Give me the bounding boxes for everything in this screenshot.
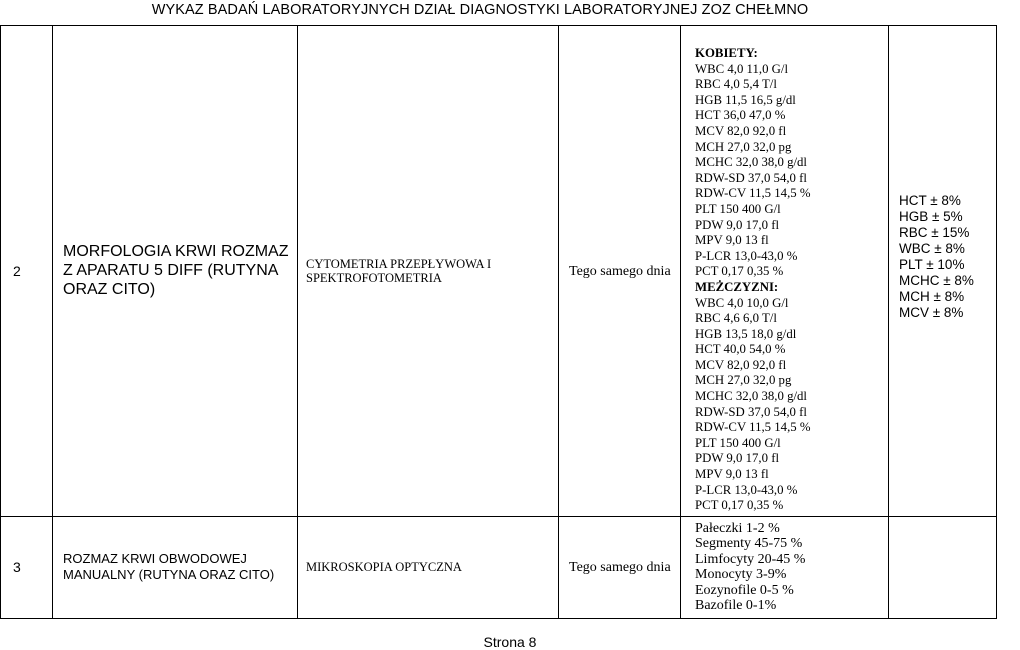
test-name-cell — [53, 26, 298, 517]
reference-line: RBC 4,0 5,4 T/l — [695, 77, 777, 92]
tolerance-line: HCT ± 8% — [899, 193, 961, 208]
reference-line: PLT 150 400 G/l — [695, 435, 781, 450]
tolerance-line: PLT ± 10% — [899, 257, 965, 272]
reference-line: RDW-SD 37,0 54,0 fl — [695, 170, 807, 185]
reference-line: MCV 82,0 92,0 fl — [695, 123, 787, 138]
lab-tests-table — [0, 25, 997, 619]
reference-line: Pałeczki 1-2 % — [695, 520, 780, 536]
reference-line: HCT 40,0 54,0 % — [695, 342, 786, 357]
tolerance-line: MCH ± 8% — [899, 289, 965, 304]
test-name: ROZMAZ KRWI OBWODOWEJ MANUALNY (RUTYNA ORAZ CITO) — [63, 551, 275, 583]
reference-values-cell — [681, 516, 889, 618]
reference-values-cell — [681, 26, 889, 517]
method-cell — [298, 26, 559, 517]
reference-line: MCH 27,0 32,0 pg — [695, 373, 792, 388]
test-name-cell — [53, 516, 298, 618]
turnaround-cell — [559, 516, 681, 618]
reference-line: MPV 9,0 13 fl — [695, 467, 769, 482]
reference-line: Eozynofile 0-5 % — [695, 582, 794, 598]
reference-line: Segmenty 45-75 % — [695, 536, 803, 552]
reference-line: HCT 36,0 47,0 % — [695, 108, 786, 123]
turnaround-time: Tego samego dnia — [569, 263, 671, 279]
reference-line: PDW 9,0 17,0 fl — [695, 217, 780, 232]
reference-line: KOBIETY: — [695, 46, 758, 60]
reference-line: P-LCR 13,0-43,0 % — [695, 248, 798, 263]
reference-line: WBC 4,0 11,0 G/l — [695, 61, 789, 76]
tolerance-line: MCV ± 8% — [899, 305, 964, 320]
row-number: 2 — [1, 26, 53, 517]
row-number: 3 — [1, 516, 53, 618]
reference-line: MCHC 32,0 38,0 g/dl — [695, 389, 807, 404]
table-row — [1, 26, 997, 517]
turnaround-time: Tego samego dnia — [569, 560, 671, 576]
method-cell — [298, 516, 559, 618]
tolerance-cell — [889, 516, 997, 618]
reference-line: Limfocyty 20-45 % — [695, 551, 806, 567]
reference-line: Bazofile 0-1% — [695, 598, 777, 614]
turnaround-cell — [559, 26, 681, 517]
reference-line: PCT 0,17 0,35 % — [695, 264, 784, 279]
tolerance-line: WBC ± 8% — [899, 241, 965, 256]
reference-line: HGB 13,5 18,0 g/dl — [695, 326, 797, 341]
reference-line: PCT 0,17 0,35 % — [695, 498, 784, 513]
reference-line: PLT 150 400 G/l — [695, 201, 781, 216]
reference-line: PDW 9,0 17,0 fl — [695, 451, 780, 466]
reference-line: P-LCR 13,0-43,0 % — [695, 482, 798, 497]
reference-line: HGB 11,5 16,5 g/dl — [695, 92, 796, 107]
reference-line: MEŻCZYZNI: — [695, 279, 779, 294]
test-method: MIKROSKOPIA OPTYCZNA — [306, 560, 462, 575]
reference-line: MCHC 32,0 38,0 g/dl — [695, 155, 807, 170]
table-row — [1, 516, 997, 618]
reference-line: WBC 4,0 10,0 G/l — [695, 295, 789, 310]
tolerance-cell — [889, 26, 997, 517]
reference-line: RDW-SD 37,0 54,0 fl — [695, 404, 807, 419]
reference-line: RBC 4,6 6,0 T/l — [695, 311, 777, 326]
test-name: MORFOLOGIA KRWI ROZMAZ Z APARATU 5 DIFF (RUTYNA ORAZ CITO) — [63, 243, 289, 299]
reference-line: Monocyty 3-9% — [695, 567, 787, 583]
reference-line: MCH 27,0 32,0 pg — [695, 139, 792, 154]
tolerance-line: MCHC ± 8% — [899, 273, 974, 288]
page-title: WYKAZ BADAŃ LABORATORYJNYCH DZIAŁ DIAGNOSTYKI LABORATORYJNEJ ZOZ CHEŁMNO — [151, 2, 809, 18]
reference-line: MPV 9,0 13 fl — [695, 233, 769, 248]
tolerance-line: HGB ± 5% — [899, 209, 963, 224]
page-number: Strona 8 — [483, 634, 537, 650]
reference-line: RDW-CV 11,5 14,5 % — [695, 186, 811, 201]
reference-line: RDW-CV 11,5 14,5 % — [695, 420, 811, 435]
reference-line: MCV 82,0 92,0 fl — [695, 357, 787, 372]
tolerance-line: RBC ± 15% — [899, 225, 970, 240]
test-method: CYTOMETRIA PRZEPŁYWOWA I SPEKTROFOTOMETRIA — [306, 256, 492, 285]
